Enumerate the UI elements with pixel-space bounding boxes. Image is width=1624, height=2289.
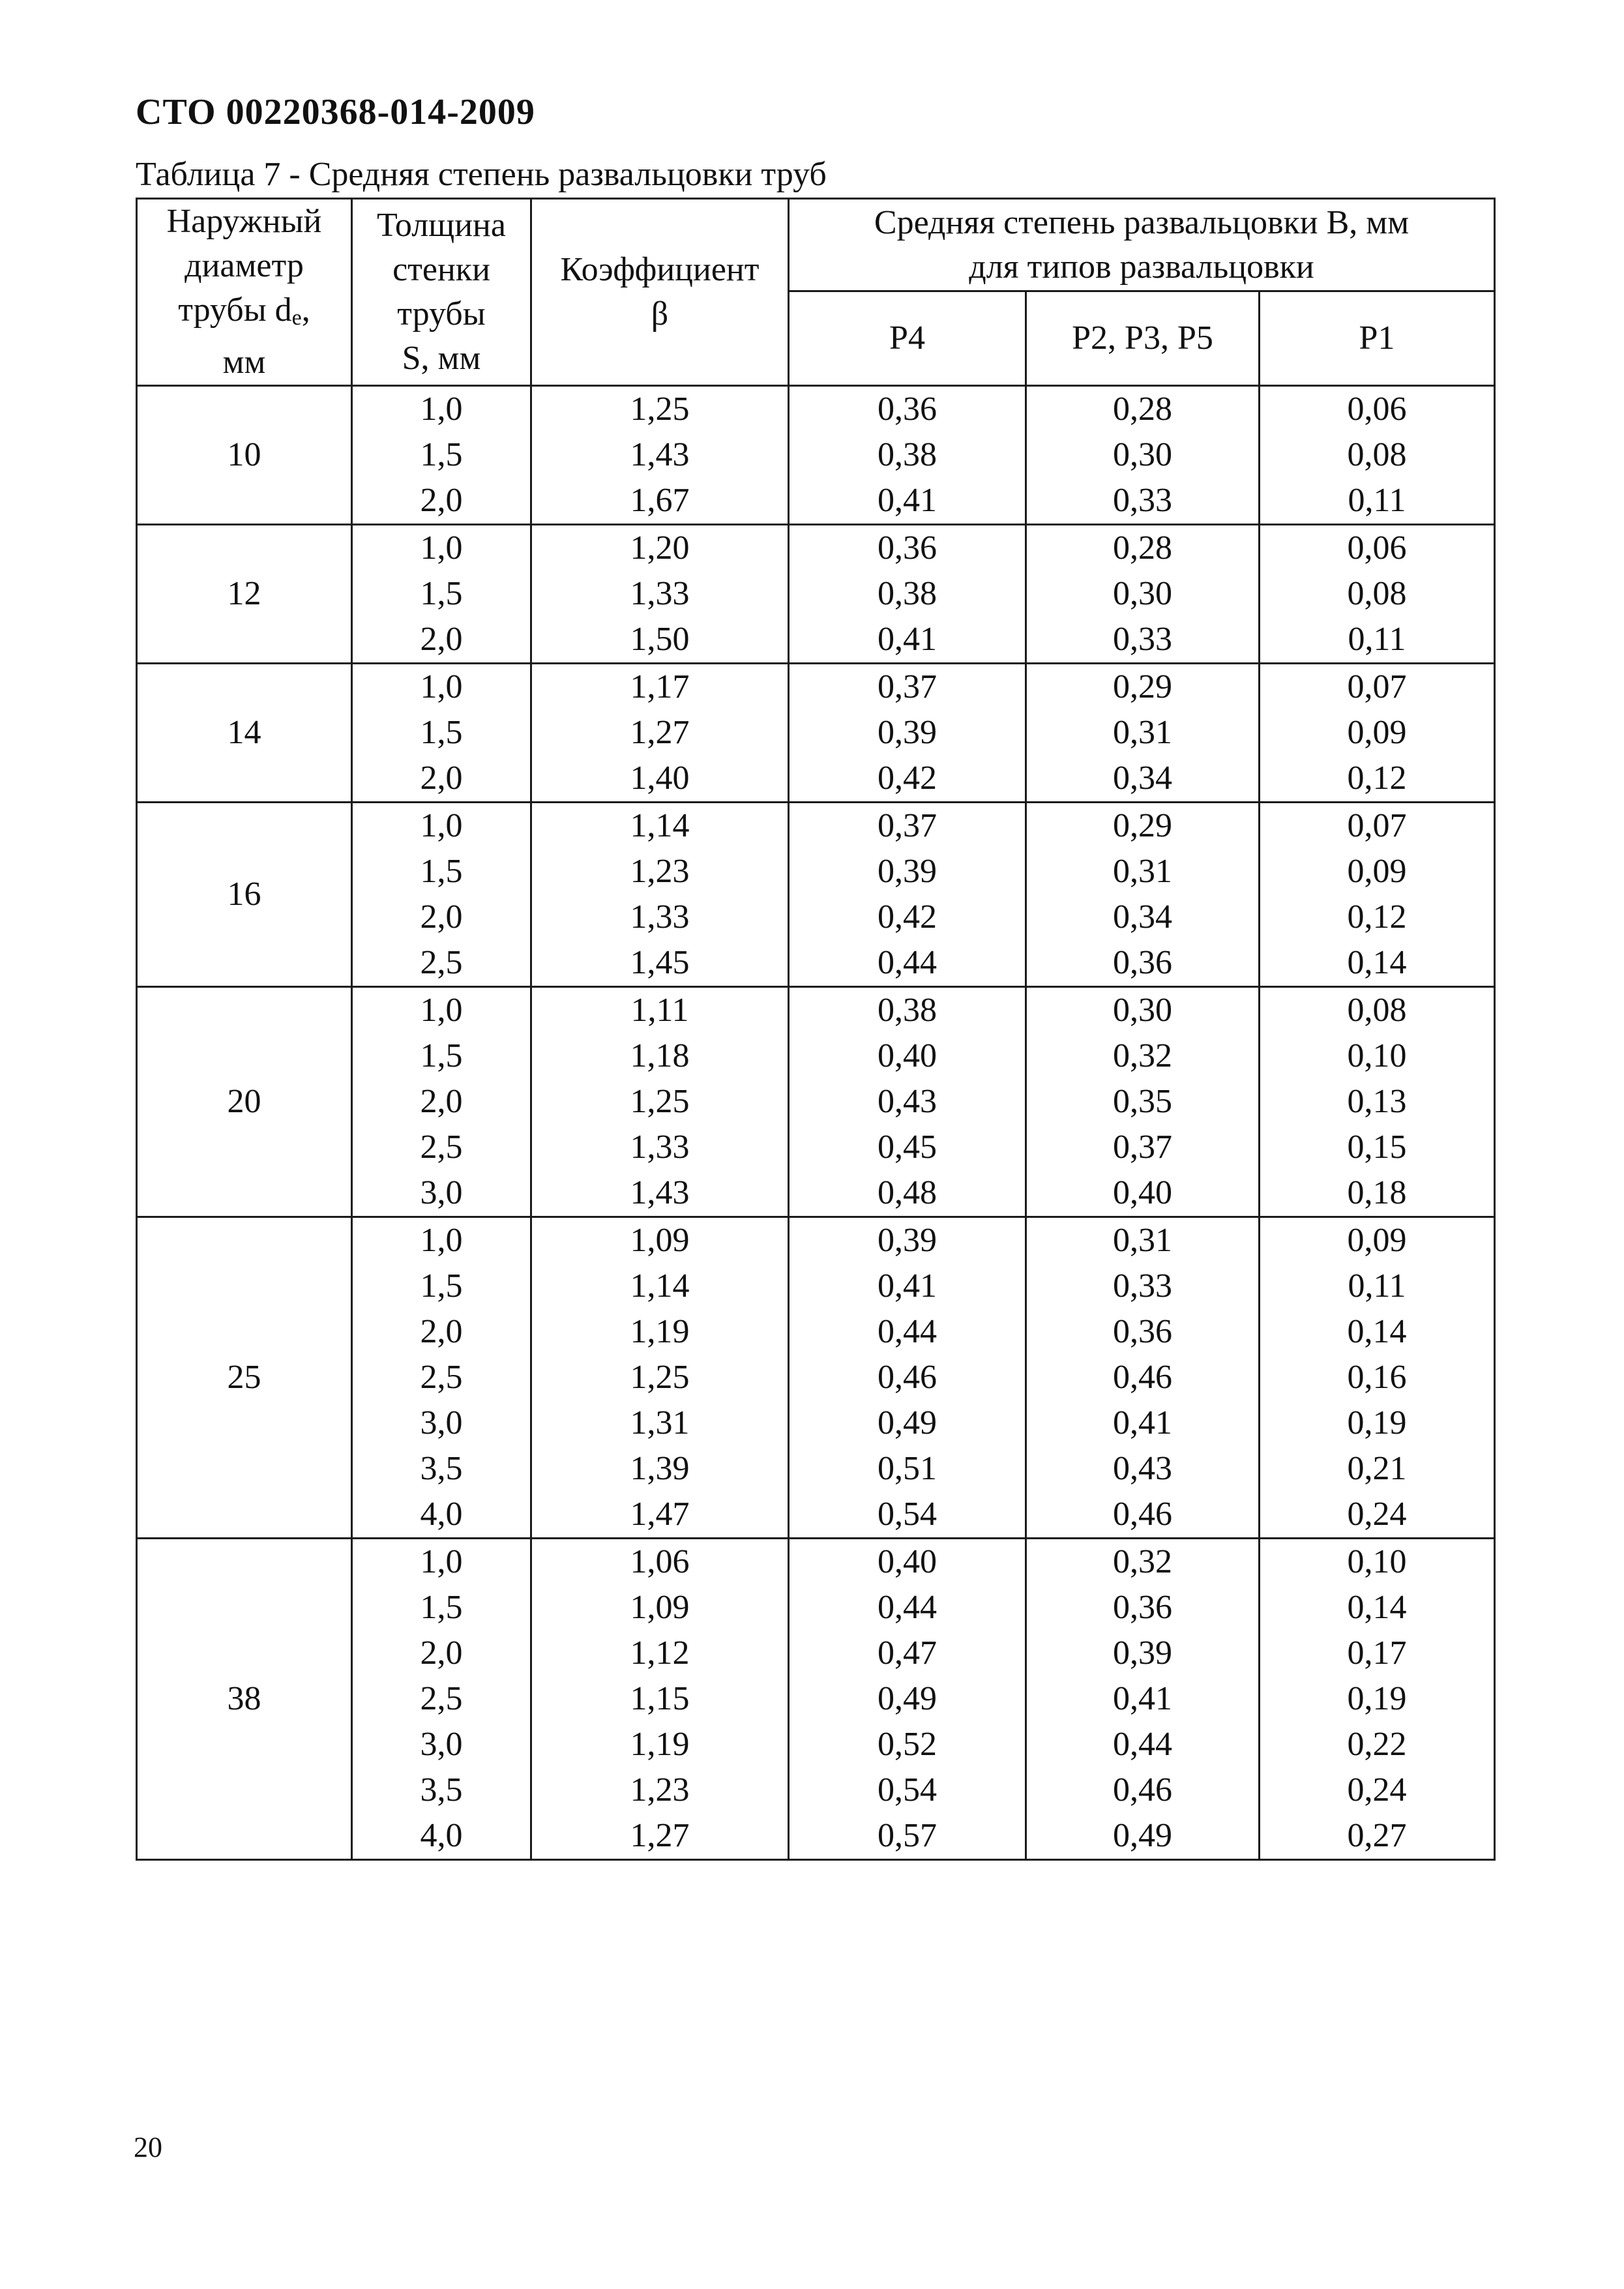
p4-value: 0,54 bbox=[878, 1496, 937, 1533]
coefficient-value: 1,06 bbox=[630, 1543, 690, 1580]
p4-value: 0,42 bbox=[878, 898, 937, 936]
p4-value: 0,49 bbox=[878, 1680, 937, 1717]
p2-p3-p5-value: 0,33 bbox=[1113, 482, 1172, 519]
p2-p3-p5-value: 0,29 bbox=[1113, 807, 1172, 844]
p2-p3-p5-value: 0,31 bbox=[1113, 1222, 1172, 1259]
wall-thickness-value: 1,5 bbox=[420, 575, 463, 612]
wall-thickness-value: 1,5 bbox=[420, 853, 463, 890]
header-outer-diameter bbox=[137, 199, 352, 386]
header-outer-diameter-line-1: Наружный bbox=[166, 203, 322, 240]
p4-value: 0,46 bbox=[878, 1359, 937, 1396]
wall-thickness-value: 4,0 bbox=[420, 1817, 463, 1854]
p4-value: 0,40 bbox=[878, 1037, 937, 1074]
header-outer-diameter-line-4: мм bbox=[222, 344, 266, 381]
p1-value: 0,09 bbox=[1347, 714, 1407, 751]
cell-p2-p3-p5 bbox=[1026, 803, 1260, 987]
p2-p3-p5-value: 0,46 bbox=[1113, 1496, 1172, 1533]
wall-thickness-value: 4,0 bbox=[420, 1496, 463, 1533]
cell-p2-p3-p5 bbox=[1026, 386, 1260, 525]
wall-thickness-value: 1,0 bbox=[420, 1543, 463, 1580]
cell-diameter: 38 bbox=[137, 1539, 352, 1860]
table-body bbox=[137, 386, 1495, 1860]
cell-p1 bbox=[1260, 987, 1495, 1217]
wall-thickness-value: 3,0 bbox=[420, 1174, 463, 1211]
header-outer-diameter-line-2: диаметр bbox=[185, 247, 304, 284]
table-row bbox=[137, 664, 1495, 803]
p4-value: 0,39 bbox=[878, 853, 937, 890]
coefficient-value: 1,43 bbox=[630, 436, 690, 473]
coefficient-value: 1,09 bbox=[630, 1589, 690, 1626]
p2-p3-p5-value: 0,32 bbox=[1113, 1543, 1172, 1580]
cell-p4 bbox=[789, 1539, 1026, 1860]
header-coefficient-symbol: β bbox=[651, 295, 669, 332]
p2-p3-p5-value: 0,35 bbox=[1113, 1083, 1172, 1120]
p1-value: 0,19 bbox=[1347, 1680, 1407, 1717]
wall-thickness-value: 3,0 bbox=[420, 1404, 463, 1441]
p1-value: 0,11 bbox=[1348, 482, 1406, 519]
coefficient-value: 1,14 bbox=[630, 1267, 690, 1305]
cell-diameter: 12 bbox=[137, 525, 352, 664]
p2-p3-p5-value: 0,30 bbox=[1113, 436, 1172, 473]
p2-p3-p5-value: 0,30 bbox=[1113, 575, 1172, 612]
cell-p2-p3-p5 bbox=[1026, 1539, 1260, 1860]
coefficient-value: 1,39 bbox=[630, 1450, 690, 1487]
coefficient-value: 1,17 bbox=[630, 668, 690, 705]
coefficient-value: 1,23 bbox=[630, 853, 690, 890]
cell-p2-p3-p5 bbox=[1026, 987, 1260, 1217]
wall-thickness-value: 3,0 bbox=[420, 1726, 463, 1763]
document-code: СТО 00220368-014-2009 bbox=[136, 92, 535, 132]
wall-thickness-value: 1,5 bbox=[420, 436, 463, 473]
p1-value: 0,17 bbox=[1347, 1634, 1407, 1672]
page-number: 20 bbox=[134, 2131, 162, 2163]
coefficient-value: 1,27 bbox=[630, 1817, 690, 1854]
header-p2-p3-p5: Р2, Р3, Р5 bbox=[1026, 291, 1260, 386]
header-wall-thickness-line-4: S, мм bbox=[402, 340, 481, 377]
cell-p4 bbox=[789, 386, 1026, 525]
cell-wall-thickness bbox=[352, 386, 531, 525]
p4-value: 0,47 bbox=[878, 1634, 937, 1672]
wall-thickness-value: 1,5 bbox=[420, 1037, 463, 1074]
cell-coefficient bbox=[531, 386, 789, 525]
p4-value: 0,48 bbox=[878, 1174, 937, 1211]
cell-p2-p3-p5 bbox=[1026, 525, 1260, 664]
cell-diameter: 14 bbox=[137, 664, 352, 803]
wall-thickness-value: 2,0 bbox=[420, 1634, 463, 1672]
p1-value: 0,18 bbox=[1347, 1174, 1407, 1211]
cell-wall-thickness bbox=[352, 664, 531, 803]
p4-value: 0,54 bbox=[878, 1771, 937, 1809]
coefficient-value: 1,25 bbox=[630, 1083, 690, 1120]
cell-coefficient bbox=[531, 1217, 789, 1539]
p1-value: 0,22 bbox=[1347, 1726, 1407, 1763]
p2-p3-p5-value: 0,39 bbox=[1113, 1634, 1172, 1672]
cell-wall-thickness bbox=[352, 1539, 531, 1860]
coefficient-value: 1,11 bbox=[630, 992, 689, 1029]
table-row bbox=[137, 1217, 1495, 1539]
header-flaring-group-line-1: Средняя степень развальцовки В, мм bbox=[874, 203, 1410, 241]
wall-thickness-value: 2,5 bbox=[420, 944, 463, 981]
p1-value: 0,08 bbox=[1347, 992, 1407, 1029]
header-outer-diameter-comma: , bbox=[301, 291, 310, 329]
p1-value: 0,12 bbox=[1347, 760, 1407, 797]
p4-value: 0,44 bbox=[878, 944, 937, 981]
coefficient-value: 1,50 bbox=[630, 621, 690, 658]
p4-value: 0,51 bbox=[878, 1450, 937, 1487]
coefficient-value: 1,14 bbox=[630, 807, 690, 844]
p1-value: 0,24 bbox=[1347, 1496, 1407, 1533]
p2-p3-p5-value: 0,41 bbox=[1113, 1404, 1172, 1441]
coefficient-value: 1,45 bbox=[630, 944, 690, 981]
cell-p2-p3-p5 bbox=[1026, 664, 1260, 803]
wall-thickness-value: 1,0 bbox=[420, 668, 463, 705]
coefficient-value: 1,33 bbox=[630, 898, 690, 936]
cell-p1 bbox=[1260, 664, 1495, 803]
p1-value: 0,11 bbox=[1348, 1267, 1406, 1305]
p2-p3-p5-value: 0,46 bbox=[1113, 1771, 1172, 1809]
p1-value: 0,06 bbox=[1347, 529, 1407, 567]
p4-value: 0,38 bbox=[878, 436, 937, 473]
p4-value: 0,44 bbox=[878, 1313, 937, 1350]
p2-p3-p5-value: 0,29 bbox=[1113, 668, 1172, 705]
p1-value: 0,07 bbox=[1347, 668, 1407, 705]
p4-value: 0,38 bbox=[878, 992, 937, 1029]
table-header bbox=[137, 199, 1495, 386]
p2-p3-p5-value: 0,31 bbox=[1113, 714, 1172, 751]
p2-p3-p5-value: 0,36 bbox=[1113, 944, 1172, 981]
cell-p4 bbox=[789, 1217, 1026, 1539]
wall-thickness-value: 2,0 bbox=[420, 760, 463, 797]
header-flaring-group-line-2: для типов развальцовки bbox=[969, 248, 1314, 286]
header-wall-thickness-line-1: Толщина bbox=[377, 207, 506, 244]
cell-p1 bbox=[1260, 803, 1495, 987]
p1-value: 0,14 bbox=[1347, 944, 1407, 981]
cell-p1 bbox=[1260, 386, 1495, 525]
p2-p3-p5-value: 0,36 bbox=[1113, 1589, 1172, 1626]
coefficient-value: 1,25 bbox=[630, 1359, 690, 1396]
coefficient-value: 1,31 bbox=[630, 1404, 690, 1441]
wall-thickness-value: 2,5 bbox=[420, 1359, 463, 1396]
coefficient-value: 1,12 bbox=[630, 1634, 690, 1672]
p4-value: 0,41 bbox=[878, 1267, 937, 1305]
coefficient-value: 1,67 bbox=[630, 482, 690, 519]
cell-coefficient bbox=[531, 803, 789, 987]
coefficient-value: 1,40 bbox=[630, 760, 690, 797]
coefficient-value: 1,09 bbox=[630, 1222, 690, 1259]
p2-p3-p5-value: 0,32 bbox=[1113, 1037, 1172, 1074]
header-p4: Р4 bbox=[789, 291, 1026, 386]
p4-value: 0,39 bbox=[878, 1222, 937, 1259]
p1-value: 0,13 bbox=[1347, 1083, 1407, 1120]
coefficient-value: 1,27 bbox=[630, 714, 690, 751]
p1-value: 0,27 bbox=[1347, 1817, 1407, 1854]
p4-value: 0,36 bbox=[878, 529, 937, 567]
p4-value: 0,45 bbox=[878, 1129, 937, 1166]
coefficient-value: 1,47 bbox=[630, 1496, 690, 1533]
p1-value: 0,08 bbox=[1347, 575, 1407, 612]
wall-thickness-value: 2,0 bbox=[420, 1313, 463, 1350]
p1-value: 0,09 bbox=[1347, 853, 1407, 890]
p4-value: 0,36 bbox=[878, 391, 937, 428]
p2-p3-p5-value: 0,41 bbox=[1113, 1680, 1172, 1717]
wall-thickness-value: 2,0 bbox=[420, 482, 463, 519]
wall-thickness-value: 1,0 bbox=[420, 992, 463, 1029]
table-row bbox=[137, 525, 1495, 664]
p1-value: 0,21 bbox=[1347, 1450, 1407, 1487]
cell-coefficient bbox=[531, 987, 789, 1217]
wall-thickness-value: 3,5 bbox=[420, 1450, 463, 1487]
wall-thickness-value: 3,5 bbox=[420, 1771, 463, 1809]
coefficient-value: 1,33 bbox=[630, 575, 690, 612]
p4-value: 0,49 bbox=[878, 1404, 937, 1441]
cell-wall-thickness bbox=[352, 525, 531, 664]
p4-value: 0,39 bbox=[878, 714, 937, 751]
table-caption: Таблица 7 - Средняя степень развальцовки труб bbox=[136, 156, 827, 193]
wall-thickness-value: 1,5 bbox=[420, 1589, 463, 1626]
coefficient-value: 1,19 bbox=[630, 1726, 690, 1763]
p1-value: 0,10 bbox=[1347, 1037, 1407, 1074]
cell-wall-thickness bbox=[352, 987, 531, 1217]
p2-p3-p5-value: 0,33 bbox=[1113, 621, 1172, 658]
cell-p2-p3-p5 bbox=[1026, 1217, 1260, 1539]
p1-value: 0,19 bbox=[1347, 1404, 1407, 1441]
wall-thickness-value: 1,5 bbox=[420, 1267, 463, 1305]
table-row bbox=[137, 803, 1495, 987]
wall-thickness-value: 1,0 bbox=[420, 529, 463, 567]
p2-p3-p5-value: 0,28 bbox=[1113, 391, 1172, 428]
p1-value: 0,14 bbox=[1347, 1589, 1407, 1626]
header-flaring-group bbox=[789, 199, 1495, 291]
p1-value: 0,24 bbox=[1347, 1771, 1407, 1809]
p1-value: 0,10 bbox=[1347, 1543, 1407, 1580]
p2-p3-p5-value: 0,33 bbox=[1113, 1267, 1172, 1305]
p4-value: 0,57 bbox=[878, 1817, 937, 1854]
wall-thickness-value: 2,0 bbox=[420, 621, 463, 658]
p1-value: 0,11 bbox=[1348, 621, 1406, 658]
p2-p3-p5-value: 0,46 bbox=[1113, 1359, 1172, 1396]
p4-value: 0,41 bbox=[878, 482, 937, 519]
p1-value: 0,12 bbox=[1347, 898, 1407, 936]
cell-wall-thickness bbox=[352, 803, 531, 987]
p2-p3-p5-value: 0,31 bbox=[1113, 853, 1172, 890]
coefficient-value: 1,33 bbox=[630, 1129, 690, 1166]
p1-value: 0,14 bbox=[1347, 1313, 1407, 1350]
table-row bbox=[137, 386, 1495, 525]
p4-value: 0,42 bbox=[878, 760, 937, 797]
cell-p4 bbox=[789, 525, 1026, 664]
p1-value: 0,06 bbox=[1347, 391, 1407, 428]
p2-p3-p5-value: 0,37 bbox=[1113, 1129, 1172, 1166]
p4-value: 0,38 bbox=[878, 575, 937, 612]
coefficient-value: 1,25 bbox=[630, 391, 690, 428]
cell-p4 bbox=[789, 664, 1026, 803]
p4-value: 0,52 bbox=[878, 1726, 937, 1763]
p2-p3-p5-value: 0,44 bbox=[1113, 1726, 1172, 1763]
cell-diameter: 20 bbox=[137, 987, 352, 1217]
cell-coefficient bbox=[531, 1539, 789, 1860]
p2-p3-p5-value: 0,34 bbox=[1113, 898, 1172, 936]
p1-value: 0,09 bbox=[1347, 1222, 1407, 1259]
wall-thickness-value: 1,0 bbox=[420, 807, 463, 844]
header-p1: Р1 bbox=[1260, 291, 1495, 386]
p1-value: 0,16 bbox=[1347, 1359, 1407, 1396]
header-outer-diameter-line-3: трубы d bbox=[178, 291, 292, 329]
cell-diameter: 25 bbox=[137, 1217, 352, 1539]
wall-thickness-value: 1,0 bbox=[420, 391, 463, 428]
p1-value: 0,08 bbox=[1347, 436, 1407, 473]
header-wall-thickness-line-3: трубы bbox=[397, 295, 486, 332]
p1-value: 0,07 bbox=[1347, 807, 1407, 844]
cell-p1 bbox=[1260, 1217, 1495, 1539]
p2-p3-p5-value: 0,34 bbox=[1113, 760, 1172, 797]
wall-thickness-value: 2,0 bbox=[420, 898, 463, 936]
header-coefficient-label: Коэффициент bbox=[560, 251, 760, 288]
cell-p4 bbox=[789, 987, 1026, 1217]
header-coefficient bbox=[531, 199, 789, 386]
p2-p3-p5-value: 0,30 bbox=[1113, 992, 1172, 1029]
wall-thickness-value: 1,0 bbox=[420, 1222, 463, 1259]
p4-value: 0,41 bbox=[878, 621, 937, 658]
header-outer-diameter-subscript: e bbox=[291, 306, 302, 330]
cell-diameter: 10 bbox=[137, 386, 352, 525]
p4-value: 0,40 bbox=[878, 1543, 937, 1580]
cell-p4 bbox=[789, 803, 1026, 987]
wall-thickness-value: 2,5 bbox=[420, 1680, 463, 1717]
p2-p3-p5-value: 0,36 bbox=[1113, 1313, 1172, 1350]
p2-p3-p5-value: 0,40 bbox=[1113, 1174, 1172, 1211]
cell-p1 bbox=[1260, 525, 1495, 664]
flaring-degree-table bbox=[136, 198, 1496, 1861]
wall-thickness-value: 2,0 bbox=[420, 1083, 463, 1120]
table-row bbox=[137, 1539, 1495, 1860]
p2-p3-p5-value: 0,49 bbox=[1113, 1817, 1172, 1854]
header-wall-thickness-line-2: стенки bbox=[392, 251, 490, 288]
cell-coefficient bbox=[531, 525, 789, 664]
cell-coefficient bbox=[531, 664, 789, 803]
p2-p3-p5-value: 0,28 bbox=[1113, 529, 1172, 567]
wall-thickness-value: 2,5 bbox=[420, 1129, 463, 1166]
coefficient-value: 1,19 bbox=[630, 1313, 690, 1350]
table-row bbox=[137, 987, 1495, 1217]
p4-value: 0,43 bbox=[878, 1083, 937, 1120]
p4-value: 0,44 bbox=[878, 1589, 937, 1626]
p4-value: 0,37 bbox=[878, 668, 937, 705]
coefficient-value: 1,43 bbox=[630, 1174, 690, 1211]
coefficient-value: 1,23 bbox=[630, 1771, 690, 1809]
coefficient-value: 1,18 bbox=[630, 1037, 690, 1074]
cell-p1 bbox=[1260, 1539, 1495, 1860]
wall-thickness-value: 1,5 bbox=[420, 714, 463, 751]
p1-value: 0,15 bbox=[1347, 1129, 1407, 1166]
p2-p3-p5-value: 0,43 bbox=[1113, 1450, 1172, 1487]
coefficient-value: 1,20 bbox=[630, 529, 690, 567]
cell-wall-thickness bbox=[352, 1217, 531, 1539]
header-wall-thickness bbox=[352, 199, 531, 386]
p4-value: 0,37 bbox=[878, 807, 937, 844]
cell-diameter: 16 bbox=[137, 803, 352, 987]
coefficient-value: 1,15 bbox=[630, 1680, 690, 1717]
